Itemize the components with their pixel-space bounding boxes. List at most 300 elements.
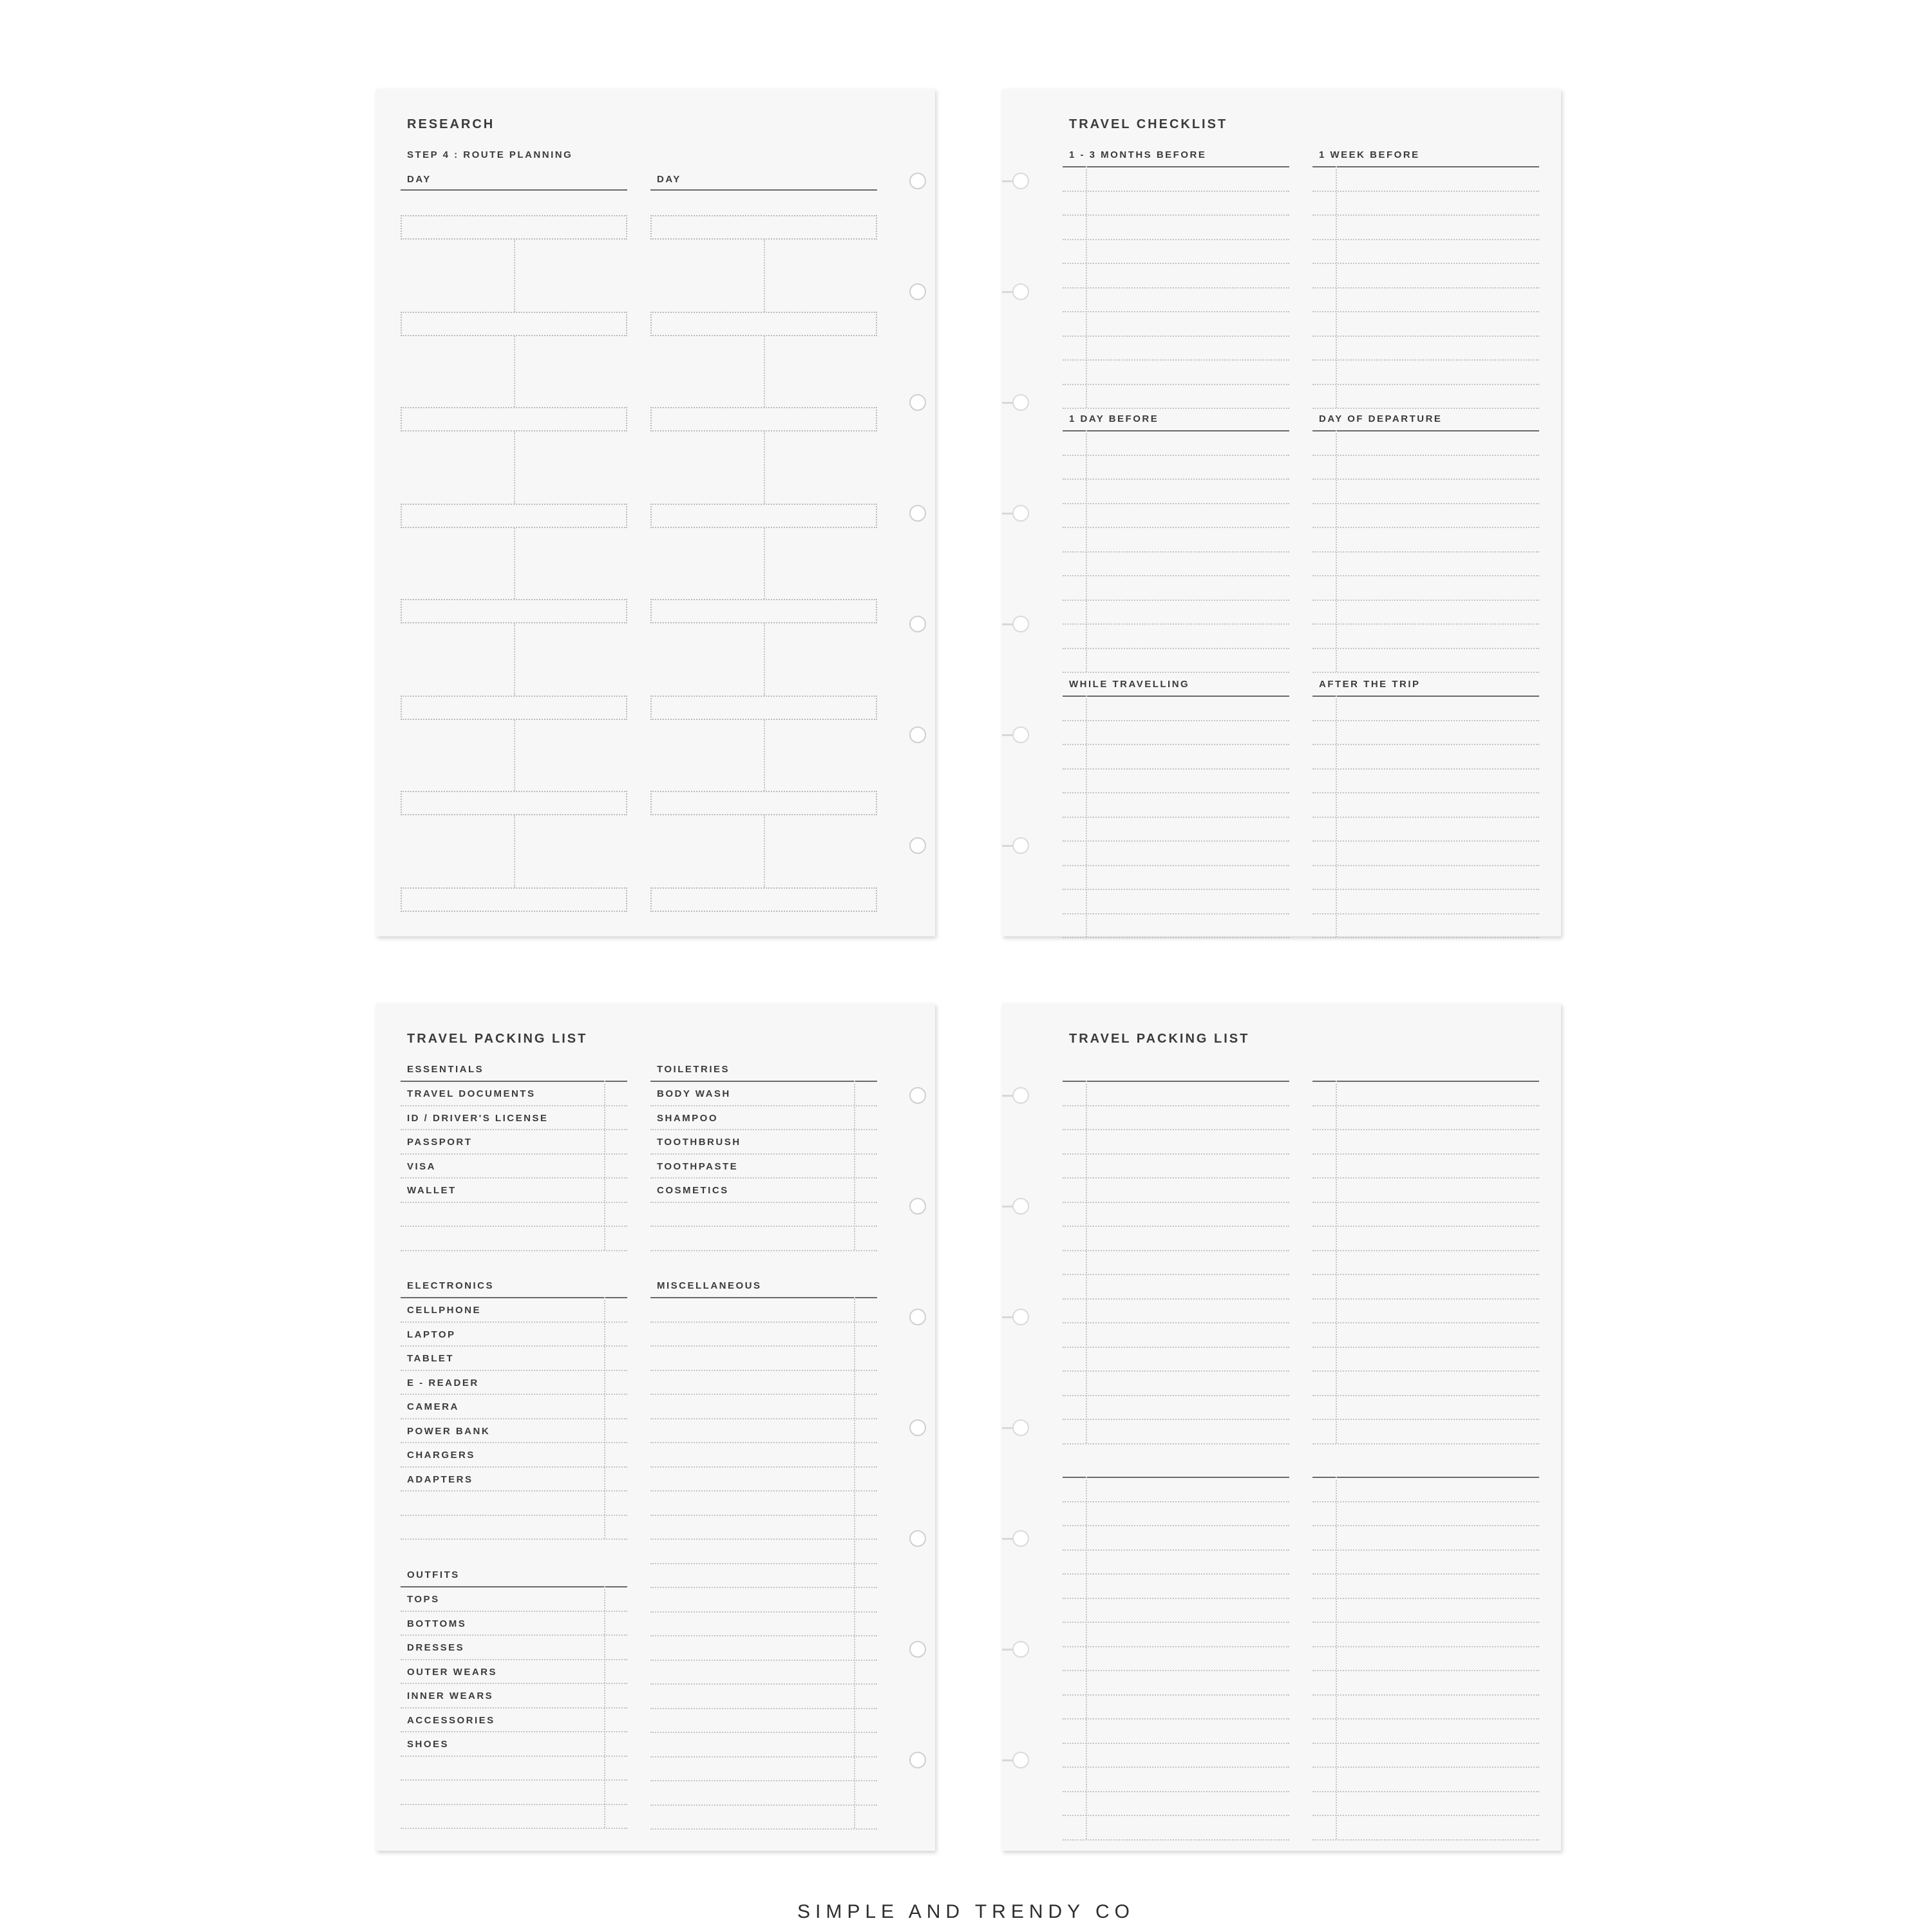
packing-blank-page bbox=[1002, 1003, 1561, 1851]
packing-page bbox=[376, 1003, 935, 1851]
list-row-line bbox=[1312, 1443, 1539, 1444]
list-item: SHAMPOO bbox=[657, 1113, 719, 1124]
list-row-line bbox=[1312, 768, 1539, 770]
list-row-line bbox=[1312, 913, 1539, 914]
list-row-line bbox=[401, 1466, 627, 1468]
section-rule bbox=[1063, 166, 1289, 167]
list-row-line bbox=[1063, 1718, 1289, 1719]
binder-notch bbox=[1012, 1198, 1029, 1215]
list-row-line bbox=[1063, 1129, 1289, 1130]
list-row-line bbox=[1312, 1226, 1539, 1227]
list-row-line bbox=[1312, 889, 1539, 890]
list-row-line bbox=[1063, 1419, 1289, 1420]
checkbox-column-divider bbox=[1336, 1477, 1337, 1839]
checkbox-column-divider bbox=[604, 1586, 605, 1828]
binder-notch bbox=[909, 1530, 926, 1547]
list-row-line bbox=[650, 1370, 877, 1371]
list-row-line bbox=[1063, 1694, 1289, 1696]
list-row-line bbox=[1063, 1622, 1289, 1623]
list-row-line bbox=[1312, 1501, 1539, 1502]
route-connector bbox=[764, 720, 765, 791]
list-row-line bbox=[1063, 214, 1289, 216]
list-row-line bbox=[1063, 1395, 1289, 1396]
binder-notch bbox=[1012, 726, 1029, 743]
list-row-line bbox=[1312, 672, 1539, 673]
list-row-line bbox=[650, 1153, 877, 1155]
list-row-line bbox=[1312, 1419, 1539, 1420]
section-rule bbox=[1063, 430, 1289, 431]
section-rule bbox=[650, 1081, 877, 1082]
list-row-line bbox=[1063, 744, 1289, 745]
list-row-line bbox=[650, 1129, 877, 1130]
list-item: TOOTHBRUSH bbox=[657, 1137, 741, 1148]
section-rule bbox=[1312, 1477, 1539, 1478]
list-row-line bbox=[1063, 720, 1289, 721]
list-row-line bbox=[1312, 1322, 1539, 1323]
binder-notch bbox=[909, 1309, 926, 1325]
list-row-line bbox=[401, 1345, 627, 1347]
binder-notch bbox=[909, 726, 926, 743]
route-stop-box bbox=[401, 407, 627, 431]
list-row-line bbox=[1063, 1598, 1289, 1599]
list-row-line bbox=[401, 1539, 627, 1540]
list-row-line bbox=[650, 1105, 877, 1106]
route-connector bbox=[514, 528, 515, 599]
list-item: E - READER bbox=[407, 1378, 479, 1388]
route-stop-box bbox=[401, 887, 627, 912]
binder-notch bbox=[909, 1641, 926, 1658]
list-row-line bbox=[401, 1490, 627, 1492]
list-item: ADAPTERS bbox=[407, 1474, 473, 1485]
route-connector bbox=[514, 240, 515, 312]
list-row-line bbox=[1063, 600, 1289, 601]
list-row-line bbox=[1063, 1443, 1289, 1444]
list-row-line bbox=[1312, 1105, 1539, 1106]
list-row-line bbox=[1312, 1395, 1539, 1396]
list-row-line bbox=[1063, 889, 1289, 890]
list-row-line bbox=[1312, 1766, 1539, 1768]
list-row-line bbox=[401, 1659, 627, 1660]
list-row-line bbox=[1312, 817, 1539, 818]
binder-notch bbox=[1012, 283, 1029, 300]
list-row-line bbox=[1063, 648, 1289, 649]
section-rule bbox=[650, 1297, 877, 1298]
list-row-line bbox=[1063, 311, 1289, 312]
list-row-line bbox=[401, 1779, 627, 1781]
list-row-line bbox=[1063, 768, 1289, 770]
checkbox-column-divider bbox=[1336, 166, 1337, 408]
binder-notch bbox=[909, 283, 926, 300]
list-row-line bbox=[650, 1515, 877, 1516]
checklist-page bbox=[1002, 89, 1561, 936]
list-item: LAPTOP bbox=[407, 1329, 456, 1340]
section-rule bbox=[1063, 696, 1289, 697]
list-item: POWER BANK bbox=[407, 1426, 491, 1437]
list-row-line bbox=[1063, 239, 1289, 240]
route-connector bbox=[764, 528, 765, 599]
day-underline-left bbox=[401, 189, 627, 191]
route-connector bbox=[514, 720, 515, 791]
list-row-line bbox=[1312, 1177, 1539, 1179]
section-rule bbox=[1063, 1081, 1289, 1082]
list-row-line bbox=[1312, 1549, 1539, 1551]
section-rule bbox=[401, 1586, 627, 1587]
section-rule bbox=[1312, 1081, 1539, 1082]
route-stop-box bbox=[650, 504, 877, 528]
list-row-line bbox=[1063, 455, 1289, 456]
list-item: TRAVEL DOCUMENTS bbox=[407, 1088, 536, 1099]
binder-notch bbox=[1012, 1752, 1029, 1768]
list-row-line bbox=[1063, 1839, 1289, 1841]
list-row-line bbox=[401, 1828, 627, 1829]
list-row-line bbox=[1312, 478, 1539, 480]
list-row-line bbox=[650, 1442, 877, 1443]
route-stop-box bbox=[401, 791, 627, 815]
page-title: RESEARCH bbox=[407, 117, 495, 131]
list-row-line bbox=[650, 1202, 877, 1203]
list-row-line bbox=[650, 1563, 877, 1564]
miscellaneous-label: MISCELLANEOUS bbox=[657, 1280, 762, 1291]
list-row-line bbox=[1312, 1347, 1539, 1348]
list-row-line bbox=[1312, 648, 1539, 649]
checkbox-column-divider bbox=[1336, 696, 1337, 937]
binder-notch bbox=[1012, 1530, 1029, 1547]
route-connector bbox=[764, 623, 765, 696]
list-row-line bbox=[1312, 865, 1539, 866]
list-row-line bbox=[1312, 1525, 1539, 1526]
list-row-line bbox=[1063, 1743, 1289, 1744]
list-row-line bbox=[401, 1418, 627, 1419]
list-row-line bbox=[1063, 408, 1289, 409]
list-row-line bbox=[1312, 263, 1539, 264]
list-row-line bbox=[1312, 720, 1539, 721]
list-row-line bbox=[1063, 1177, 1289, 1179]
checkbox-column-divider bbox=[1086, 430, 1087, 672]
list-row-line bbox=[650, 1708, 877, 1709]
route-connector bbox=[764, 431, 765, 504]
list-row-line bbox=[1063, 1670, 1289, 1671]
route-connector bbox=[514, 623, 515, 696]
route-connector bbox=[514, 336, 515, 407]
list-row-line bbox=[650, 1177, 877, 1179]
list-row-line bbox=[1063, 191, 1289, 192]
list-row-line bbox=[1312, 744, 1539, 745]
list-row-line bbox=[1063, 623, 1289, 625]
list-row-line bbox=[401, 1756, 627, 1757]
list-row-line bbox=[1063, 1226, 1289, 1227]
list-row-line bbox=[1312, 1298, 1539, 1300]
list-row-line bbox=[401, 1442, 627, 1443]
list-row-line bbox=[1063, 1646, 1289, 1647]
list-row-line bbox=[1063, 503, 1289, 504]
list-row-line bbox=[1063, 865, 1289, 866]
list-row-line bbox=[1312, 1670, 1539, 1671]
page-title: TRAVEL PACKING LIST bbox=[407, 1032, 588, 1046]
binder-notch bbox=[909, 1087, 926, 1104]
electronics-label: ELECTRONICS bbox=[407, 1280, 495, 1291]
section-rule bbox=[1312, 430, 1539, 431]
checkbox-column-divider bbox=[1086, 1081, 1087, 1443]
list-row-line bbox=[650, 1611, 877, 1613]
list-row-line bbox=[1312, 311, 1539, 312]
list-item: DRESSES bbox=[407, 1642, 465, 1653]
route-stop-box bbox=[650, 312, 877, 336]
list-row-line bbox=[1312, 600, 1539, 601]
binder-notch bbox=[1012, 1419, 1029, 1436]
checklist-section-label: 1 - 3 MONTHS BEFORE bbox=[1069, 149, 1207, 160]
list-row-line bbox=[1312, 1598, 1539, 1599]
list-row-line bbox=[650, 1539, 877, 1540]
essentials-label: ESSENTIALS bbox=[407, 1064, 484, 1075]
list-item: TOOTHPASTE bbox=[657, 1161, 739, 1172]
list-row-line bbox=[1312, 1274, 1539, 1275]
toiletries-label: TOILETRIES bbox=[657, 1064, 730, 1075]
list-row-line bbox=[1312, 1839, 1539, 1841]
research-page bbox=[376, 89, 935, 936]
route-stop-box bbox=[650, 215, 877, 240]
list-row-line bbox=[1063, 1274, 1289, 1275]
binder-notch bbox=[1012, 173, 1029, 189]
binder-notch bbox=[1012, 1641, 1029, 1658]
list-item: BODY WASH bbox=[657, 1088, 731, 1099]
list-row-line bbox=[1312, 1646, 1539, 1647]
list-row-line bbox=[401, 1153, 627, 1155]
list-row-line bbox=[1063, 1105, 1289, 1106]
list-row-line bbox=[1312, 1250, 1539, 1251]
list-row-line bbox=[1312, 792, 1539, 793]
checklist-section-label: 1 DAY BEFORE bbox=[1069, 413, 1159, 424]
checkbox-column-divider bbox=[1336, 1081, 1337, 1443]
checkbox-column-divider bbox=[854, 1297, 855, 1828]
list-row-line bbox=[1312, 359, 1539, 361]
list-item: CAMERA bbox=[407, 1401, 459, 1412]
list-row-line bbox=[401, 1105, 627, 1106]
list-row-line bbox=[1063, 937, 1289, 938]
list-row-line bbox=[650, 1587, 877, 1588]
list-row-line bbox=[650, 1321, 877, 1323]
list-row-line bbox=[1063, 672, 1289, 673]
list-row-line bbox=[1312, 1129, 1539, 1130]
binder-notch bbox=[909, 505, 926, 522]
list-row-line bbox=[1312, 1791, 1539, 1792]
list-row-line bbox=[650, 1756, 877, 1757]
list-row-line bbox=[1312, 384, 1539, 385]
list-row-line bbox=[650, 1804, 877, 1806]
list-row-line bbox=[401, 1804, 627, 1805]
list-row-line bbox=[401, 1226, 627, 1227]
binder-notch bbox=[909, 1419, 926, 1436]
list-row-line bbox=[1063, 478, 1289, 480]
binder-notch bbox=[1012, 505, 1029, 522]
list-row-line bbox=[401, 1394, 627, 1395]
list-row-line bbox=[1063, 1525, 1289, 1526]
list-row-line bbox=[1063, 1815, 1289, 1816]
binder-notch bbox=[909, 616, 926, 632]
list-row-line bbox=[650, 1635, 877, 1636]
list-row-line bbox=[1063, 527, 1289, 528]
route-stop-box bbox=[650, 599, 877, 623]
list-row-line bbox=[1063, 1501, 1289, 1502]
list-row-line bbox=[650, 1345, 877, 1347]
outfits-label: OUTFITS bbox=[407, 1569, 460, 1580]
list-row-line bbox=[1312, 408, 1539, 409]
list-row-line bbox=[1312, 1718, 1539, 1719]
route-connector bbox=[764, 815, 765, 887]
binder-notch bbox=[1012, 616, 1029, 632]
list-row-line bbox=[650, 1660, 877, 1661]
binder-notch bbox=[909, 837, 926, 854]
list-row-line bbox=[1063, 1573, 1289, 1575]
checkbox-column-divider bbox=[1086, 1477, 1087, 1839]
list-item: COSMETICS bbox=[657, 1185, 729, 1196]
list-row-line bbox=[401, 1634, 627, 1636]
route-stop-box bbox=[650, 407, 877, 431]
list-row-line bbox=[650, 1226, 877, 1227]
list-row-line bbox=[401, 1731, 627, 1732]
list-row-line bbox=[1312, 575, 1539, 576]
checkbox-column-divider bbox=[1086, 696, 1087, 937]
list-row-line bbox=[1312, 1743, 1539, 1744]
binder-notch bbox=[909, 1198, 926, 1215]
checklist-section-label: DAY OF DEPARTURE bbox=[1319, 413, 1443, 424]
list-row-line bbox=[1063, 1322, 1289, 1323]
section-rule bbox=[401, 1081, 627, 1082]
checklist-section-label: 1 WEEK BEFORE bbox=[1319, 149, 1420, 160]
list-row-line bbox=[1063, 817, 1289, 818]
section-rule bbox=[1312, 696, 1539, 697]
list-row-line bbox=[1063, 336, 1289, 337]
day-underline-right bbox=[650, 189, 877, 191]
list-row-line bbox=[1063, 913, 1289, 914]
list-row-line bbox=[650, 1732, 877, 1733]
list-row-line bbox=[401, 1707, 627, 1709]
list-item: SHOES bbox=[407, 1739, 450, 1750]
day-label-right: DAY bbox=[657, 174, 681, 185]
list-row-line bbox=[650, 1683, 877, 1685]
list-item: CELLPHONE bbox=[407, 1305, 482, 1316]
list-row-line bbox=[650, 1394, 877, 1395]
list-row-line bbox=[1063, 1347, 1289, 1348]
list-row-line bbox=[1063, 1549, 1289, 1551]
list-row-line bbox=[1312, 503, 1539, 504]
list-row-line bbox=[401, 1129, 627, 1130]
route-stop-box bbox=[650, 791, 877, 815]
list-row-line bbox=[1063, 1298, 1289, 1300]
list-row-line bbox=[1312, 239, 1539, 240]
section-rule bbox=[401, 1297, 627, 1298]
list-row-line bbox=[1312, 455, 1539, 456]
list-row-line bbox=[1312, 1694, 1539, 1696]
section-rule bbox=[1063, 1477, 1289, 1478]
list-row-line bbox=[401, 1177, 627, 1179]
list-row-line bbox=[1312, 527, 1539, 528]
route-connector bbox=[764, 336, 765, 407]
checkbox-column-divider bbox=[854, 1081, 855, 1250]
checkbox-column-divider bbox=[1336, 430, 1337, 672]
binder-notch bbox=[1012, 1309, 1029, 1325]
list-item: TOPS bbox=[407, 1594, 440, 1605]
list-item: VISA bbox=[407, 1161, 437, 1172]
checkbox-column-divider bbox=[1086, 166, 1087, 408]
binder-notch bbox=[909, 173, 926, 189]
list-item: CHARGERS bbox=[407, 1450, 475, 1461]
list-item: ID / DRIVER'S LICENSE bbox=[407, 1113, 549, 1124]
list-row-line bbox=[1063, 1791, 1289, 1792]
list-item: WALLET bbox=[407, 1185, 457, 1196]
section-rule bbox=[1312, 166, 1539, 167]
route-stop-box bbox=[401, 504, 627, 528]
page-title: TRAVEL PACKING LIST bbox=[1069, 1032, 1250, 1046]
list-row-line bbox=[1063, 1766, 1289, 1768]
list-row-line bbox=[1312, 1202, 1539, 1203]
list-row-line bbox=[401, 1321, 627, 1323]
list-item: PASSPORT bbox=[407, 1137, 473, 1148]
list-row-line bbox=[1312, 840, 1539, 842]
list-row-line bbox=[401, 1370, 627, 1371]
list-item: BOTTOMS bbox=[407, 1618, 467, 1629]
list-row-line bbox=[1312, 336, 1539, 337]
binder-notch bbox=[1012, 837, 1029, 854]
list-row-line bbox=[1312, 1815, 1539, 1816]
list-row-line bbox=[650, 1490, 877, 1492]
checklist-section-label: AFTER THE TRIP bbox=[1319, 679, 1421, 690]
list-item: ACCESSORIES bbox=[407, 1715, 495, 1726]
page-title: TRAVEL CHECKLIST bbox=[1069, 117, 1228, 131]
list-row-line bbox=[1063, 840, 1289, 842]
list-item: OUTER WEARS bbox=[407, 1667, 497, 1678]
list-row-line bbox=[650, 1250, 877, 1251]
list-row-line bbox=[1312, 1622, 1539, 1623]
list-row-line bbox=[1312, 287, 1539, 289]
list-row-line bbox=[1312, 1370, 1539, 1372]
list-row-line bbox=[1063, 575, 1289, 576]
list-row-line bbox=[401, 1611, 627, 1612]
list-row-line bbox=[1063, 1250, 1289, 1251]
checklist-section-label: WHILE TRAVELLING bbox=[1069, 679, 1190, 690]
list-row-line bbox=[1312, 551, 1539, 553]
list-row-line bbox=[1063, 551, 1289, 553]
binder-notch bbox=[909, 1752, 926, 1768]
list-row-line bbox=[401, 1683, 627, 1684]
list-row-line bbox=[1312, 937, 1539, 938]
list-row-line bbox=[650, 1418, 877, 1419]
list-row-line bbox=[1063, 287, 1289, 289]
binder-notch bbox=[909, 394, 926, 411]
route-stop-box bbox=[650, 887, 877, 912]
page-subtitle: STEP 4 : ROUTE PLANNING bbox=[407, 149, 573, 160]
list-row-line bbox=[1063, 1202, 1289, 1203]
route-stop-box bbox=[650, 696, 877, 720]
route-stop-box bbox=[401, 696, 627, 720]
list-row-line bbox=[1063, 384, 1289, 385]
route-stop-box bbox=[401, 599, 627, 623]
route-connector bbox=[514, 815, 515, 887]
binder-notch bbox=[1012, 394, 1029, 411]
list-row-line bbox=[1312, 1573, 1539, 1575]
list-row-line bbox=[650, 1466, 877, 1468]
list-row-line bbox=[1312, 214, 1539, 216]
list-row-line bbox=[401, 1202, 627, 1203]
list-row-line bbox=[1063, 1153, 1289, 1155]
list-row-line bbox=[1063, 263, 1289, 264]
brand-footer: SIMPLE AND TRENDY CO bbox=[797, 1901, 1135, 1922]
list-row-line bbox=[650, 1780, 877, 1781]
route-connector bbox=[514, 431, 515, 504]
list-row-line bbox=[1312, 1153, 1539, 1155]
list-row-line bbox=[401, 1250, 627, 1251]
route-stop-box bbox=[401, 215, 627, 240]
list-row-line bbox=[1063, 359, 1289, 361]
